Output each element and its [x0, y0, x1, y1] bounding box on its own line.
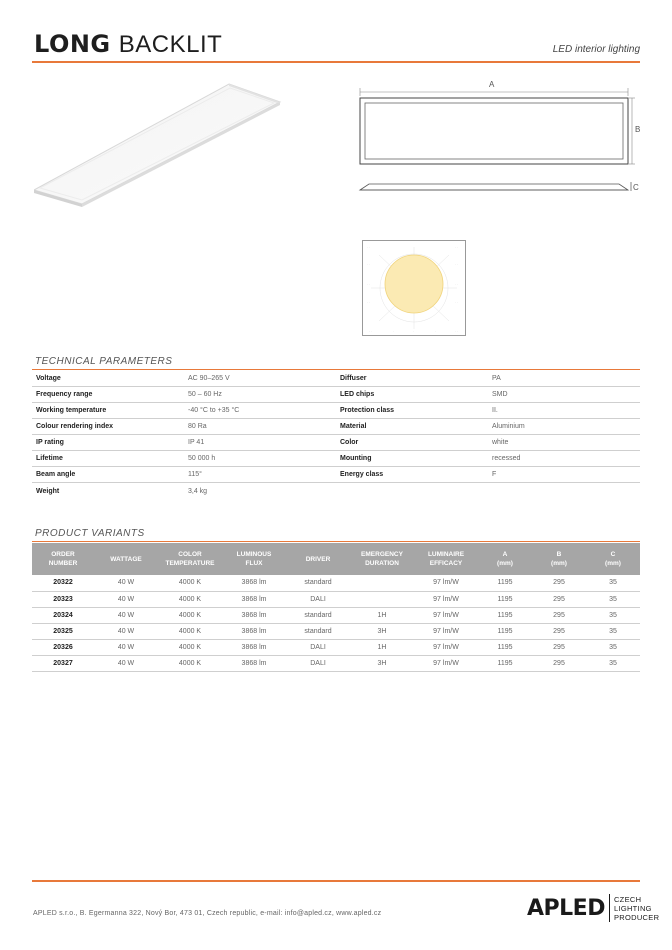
variant-cell: 295 [532, 575, 586, 591]
order-number-cell: 20326 [32, 639, 94, 655]
svg-text:· ·: · · [367, 282, 370, 286]
param-label: Color [340, 439, 359, 446]
variant-cell: 4000 K [158, 655, 222, 671]
variant-cell: 40 W [94, 607, 158, 623]
technical-drawing [355, 78, 645, 198]
param-row [32, 435, 640, 451]
page-title [34, 30, 222, 59]
polar-plot [363, 241, 465, 335]
page-subtitle: LED interior lighting [552, 44, 640, 55]
col-b-mm: B (mm) [532, 543, 586, 575]
svg-text:· ·: · · [455, 282, 458, 286]
variant-cell: 1195 [478, 591, 532, 607]
variant-cell: DALI [286, 639, 350, 655]
technical-parameters-table [32, 371, 640, 499]
logo-tag-line3: PRODUCER [613, 912, 660, 922]
footer-divider [32, 880, 640, 882]
apled-logo [527, 893, 659, 923]
variant-row [32, 607, 640, 623]
param-label: Frequency range [36, 391, 93, 398]
svg-text:· ·: · · [367, 262, 370, 266]
param-value: recessed [492, 455, 521, 462]
col-order-number: ORDER NUMBER [32, 543, 94, 575]
variant-cell: 1195 [478, 607, 532, 623]
variant-row [32, 575, 640, 591]
param-label: IP rating [36, 439, 64, 446]
variant-cell: 1195 [478, 575, 532, 591]
variant-cell: 35 [586, 591, 640, 607]
title-light: BACKLIT [118, 31, 223, 58]
logo-tag-line1: CZECH [613, 894, 642, 904]
variant-row [32, 623, 640, 639]
svg-text:· ·: · · [367, 245, 370, 249]
variant-cell: 35 [586, 639, 640, 655]
param-label: LED chips [340, 391, 375, 398]
variant-cell: 97 lm/W [414, 639, 478, 655]
variant-cell: 1195 [478, 639, 532, 655]
variant-cell: 97 lm/W [414, 591, 478, 607]
param-label: Energy class [340, 471, 384, 478]
variant-row [32, 639, 640, 655]
param-label: Colour rendering index [36, 423, 114, 430]
variant-cell: 3868 lm [222, 575, 286, 591]
variant-cell [350, 591, 414, 607]
variant-cell: 40 W [94, 591, 158, 607]
order-number-cell: 20327 [32, 655, 94, 671]
col-luminous-flux: LUMINOUS FLUX [222, 543, 286, 575]
variant-cell: 295 [532, 623, 586, 639]
variant-cell: standard [286, 607, 350, 623]
variant-cell: 4000 K [158, 607, 222, 623]
col-c-mm: C (mm) [586, 543, 640, 575]
param-value: SMD [492, 391, 508, 398]
variant-cell: 40 W [94, 575, 158, 591]
col-wattage: WATTAGE [94, 543, 158, 575]
param-value: 115° [188, 471, 202, 478]
variant-cell: 295 [532, 639, 586, 655]
variant-cell: 1195 [478, 623, 532, 639]
param-label: Lifetime [36, 455, 63, 462]
logo-wordmark: APLED [527, 895, 605, 921]
light-distribution-diagram [362, 240, 466, 336]
order-number-cell: 20325 [32, 623, 94, 639]
param-row [32, 371, 640, 387]
variant-cell: 3H [350, 623, 414, 639]
param-value: 50 000 h [188, 455, 216, 462]
variants-header-row [32, 543, 640, 575]
param-label: Material [340, 423, 367, 430]
variant-cell: DALI [286, 655, 350, 671]
variant-cell: 35 [586, 655, 640, 671]
param-value: 3,4 kg [188, 487, 208, 495]
variant-row [32, 655, 640, 671]
variants-section-title: PRODUCT VARIANTS [35, 528, 145, 539]
variant-cell: 295 [532, 607, 586, 623]
param-value: F [492, 471, 497, 478]
order-number-cell: 20322 [32, 575, 94, 591]
svg-text:· ·: · · [455, 262, 458, 266]
variant-cell: 35 [586, 607, 640, 623]
variant-cell: 3H [350, 655, 414, 671]
variant-cell: 295 [532, 591, 586, 607]
technical-section-title: TECHNICAL PARAMETERS [35, 356, 173, 367]
col-a-mm: A (mm) [478, 543, 532, 575]
svg-text:· ·: · · [455, 329, 458, 333]
variant-cell: 295 [532, 655, 586, 671]
variant-cell: 35 [586, 623, 640, 639]
variant-cell: 3868 lm [222, 607, 286, 623]
order-number-cell: 20323 [32, 591, 94, 607]
variant-cell: 97 lm/W [414, 655, 478, 671]
svg-text:· ·: · · [455, 245, 458, 249]
param-row [32, 483, 640, 499]
param-label: Diffuser [340, 375, 367, 382]
variant-cell: 35 [586, 575, 640, 591]
svg-text:·: · [435, 329, 436, 333]
logo-separator [609, 894, 610, 922]
svg-text:· ·: · · [369, 329, 372, 333]
variant-cell: 97 lm/W [414, 575, 478, 591]
param-label: Protection class [340, 407, 395, 414]
order-number-cell: 20324 [32, 607, 94, 623]
variant-cell: 97 lm/W [414, 607, 478, 623]
col-color-temperature: COLOR TEMPERATURE [158, 543, 222, 575]
param-row [32, 467, 640, 483]
product-illustration [34, 80, 284, 210]
param-value: -40 °C to +35 °C [188, 407, 240, 414]
param-value: 80 Ra [188, 423, 207, 430]
dim-label-a: A [489, 80, 495, 89]
title-bold: LONG [34, 30, 111, 58]
variant-cell: 1H [350, 639, 414, 655]
svg-text:· ·: · · [455, 300, 458, 304]
param-label: Voltage [36, 375, 61, 382]
col-driver: DRIVER [286, 543, 350, 575]
variant-cell: 3868 lm [222, 591, 286, 607]
dim-label-b: B [635, 125, 641, 134]
logo-tagline [614, 895, 659, 922]
param-value: PA [492, 375, 501, 382]
logo-tag-line2: LIGHTING [613, 903, 652, 913]
footer-address: APLED s.r.o., B. Egermanna 322, Nový Bor, 473 01, Czech republic, e-mail: info@apled.cz, www.apled.cz [33, 910, 382, 917]
variant-cell: 4000 K [158, 623, 222, 639]
svg-text:·: · [393, 329, 394, 333]
param-label: Beam angle [36, 471, 76, 478]
variant-cell: DALI [286, 591, 350, 607]
param-row [32, 387, 640, 403]
header-divider [32, 61, 640, 63]
variant-cell: 3868 lm [222, 655, 286, 671]
variant-cell: standard [286, 575, 350, 591]
param-value: Aluminium [492, 423, 525, 430]
param-label: Working temperature [36, 407, 107, 414]
variant-cell: 40 W [94, 623, 158, 639]
variant-cell: 4000 K [158, 575, 222, 591]
param-value: 50 – 60 Hz [188, 391, 222, 398]
col-luminaire-efficacy: LUMINAIRE EFFICACY [414, 543, 478, 575]
variant-cell: 3868 lm [222, 623, 286, 639]
variant-cell: 97 lm/W [414, 623, 478, 639]
variant-cell: standard [286, 623, 350, 639]
variant-cell: 1H [350, 607, 414, 623]
variant-row [32, 591, 640, 607]
variant-cell: 40 W [94, 639, 158, 655]
variant-cell: 40 W [94, 655, 158, 671]
variant-cell: 4000 K [158, 591, 222, 607]
param-label: Mounting [340, 455, 372, 462]
param-value: white [492, 439, 509, 446]
col-emergency-duration: EMERGENCY DURATION [350, 543, 414, 575]
param-row [32, 403, 640, 419]
dim-label-c: C [633, 183, 639, 192]
param-value: IP 41 [188, 439, 205, 446]
param-row [32, 419, 640, 435]
param-label: Weight [36, 487, 60, 495]
variant-cell: 1195 [478, 655, 532, 671]
param-row [32, 451, 640, 467]
variant-cell: 3868 lm [222, 639, 286, 655]
variant-cell [350, 575, 414, 591]
variant-cell: 4000 K [158, 639, 222, 655]
svg-text:·: · [413, 329, 414, 333]
variants-divider [32, 541, 640, 542]
technical-divider [32, 369, 640, 370]
svg-text:· ·: · · [367, 300, 370, 304]
product-variants-table [32, 543, 640, 672]
param-value: AC 90–265 V [188, 375, 230, 382]
param-value: II. [492, 407, 498, 414]
